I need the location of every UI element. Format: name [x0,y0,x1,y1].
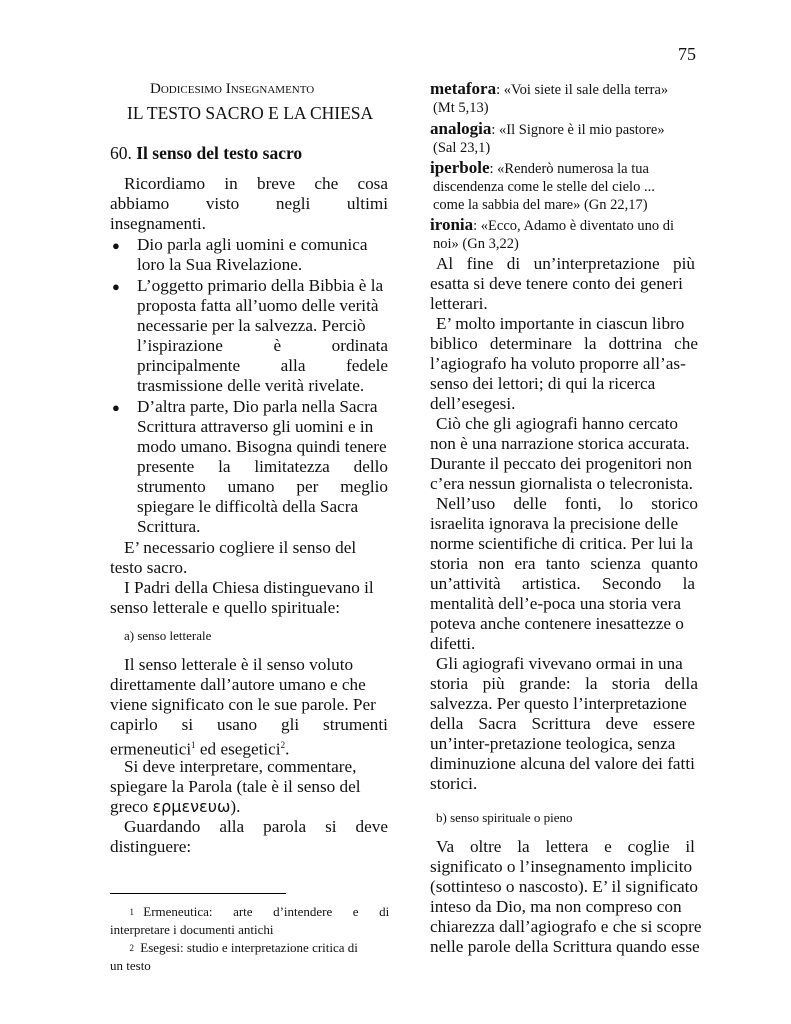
r-para6-line-1: Va oltre la lettera e coglie il [436,837,695,856]
para4-text-b: ). [230,797,241,816]
section-number: 60. [110,143,132,163]
r-para5-line-7: storici. [430,774,478,793]
para3-line-2: direttamente dall’autore umano e che [110,675,366,694]
bullet3-line-6: spiegare le difficoltà della Sacra [137,497,359,516]
footnote-1-number: 1 [129,907,134,917]
r-para6-line-6: nelle parole della Scrittura quando esse [430,937,700,956]
chapter-title: IL TESTO SACRO E LA CHIESA [127,103,374,123]
metafora-line-1 [430,79,668,100]
page-number: 75 [678,44,696,64]
intro-line-1: Ricordiamo in breve che cosa [124,174,388,193]
iperbole-line-3: come la sabbia del mare» (Gn 22,17) [433,197,648,213]
bullet2-line-2: proposta fatta all’uomo delle verità [137,296,379,315]
subhead-senso-spirituale: b) senso spirituale o pieno [436,810,573,825]
subhead-senso-letterale: a) senso letterale [124,628,212,643]
footnote-1-line-2: interpretare i documenti antichi [110,922,274,937]
footnote-2 [110,939,388,957]
r-para6-line-5: chiarezza dall’agiografo e che si scopre [430,917,702,936]
footnote-2-line-2: un testo [110,958,151,973]
bullet3-line-4: presente la limitatezza dello [137,457,388,476]
footnote-1-line-1: Ermeneutica: arte d’intendere e di [143,904,390,919]
r-para6-line-2: significato o l’insegnamento implicito [430,857,693,876]
ironia-line-1 [430,215,674,236]
section-title: Il senso del testo sacro [136,143,303,163]
footnote-2-number: 2 [129,943,134,953]
greek-word: ερμενευω [152,797,231,816]
bullet3-line-2: Scrittura attraverso gli uomini e in [137,417,374,436]
iperbole-line-1 [430,158,649,179]
r-para4-line-2: israelita ignorava la precisione delle [430,514,679,533]
intro-line-3: insegnamenti. [110,214,206,233]
iperbole-line-2: discendenza come le stelle del cielo ... [433,179,655,195]
bullet3-line-5: strumento umano per meglio [137,477,388,496]
r-para3-line-1: Ciò che gli agiografi hanno cercato [436,414,678,433]
metafora-text: : «Voi siete il sale della terra» [496,82,669,98]
para4-text-a: greco [110,797,153,816]
chapter-label: Dodicesimo Insegnamento [150,81,315,97]
r-para4-line-3: norme scientifiche di critica. Per lui la [430,534,693,553]
r-para5-line-6: diminuzione alcuna del valore dei fatti [430,754,695,773]
bullet-icon: ● [112,238,120,253]
r-para4-line-6: mentalità dell’e-poca una storia vera [430,594,682,613]
bullet2-line-6: trasmissione delle verità rivelate. [137,376,365,395]
para3-text-c: . [285,739,290,759]
para3-text-a: ermeneutici [110,739,192,759]
analogia-text: : «Il Signore è il mio pastore» [491,122,665,138]
intro-line-2: abbiamo visto negli ultimi [110,194,388,213]
r-para5-line-1: Gli agiografi vivevano ormai in una [436,654,683,673]
para3-line-3: viene significato con le sue parole. Per [110,695,376,714]
iperbole-term: iperbole [430,158,490,177]
footnote-ref-1[interactable]: 1 [191,740,196,750]
r-para3-line-3: Durante il peccato dei progenitori non [430,454,693,473]
bullet3-line-7: Scrittura. [137,517,201,536]
ironia-text: : «Ecco, Adamo è diventato uno di [473,218,675,234]
section-heading [110,143,302,163]
footnote-2-line-1: Esegesi: studio e interpretazione critica di [140,940,358,955]
para3-line-4: capirlo si usano gli strumenti [110,715,388,734]
analogia-term: analogia [430,119,492,138]
r-para4-line-4: storia non era tanto scienza quanto [430,554,698,573]
r-para1-line-2: esatta si deve tenere conto dei generi [430,274,683,293]
para4-line-2: spiegare la Parola (tale è il senso del [110,777,361,796]
para4-line-3 [110,797,240,817]
r-para6-line-4: inteso da Dio, ma non compreso con [430,897,682,916]
r-para5-line-4: della Sacra Scrittura deve essere [430,714,695,733]
r-para4-line-7: poteva anche contenere inesattezze o [430,614,684,633]
para4-line-1: Si deve interpretare, commentare, [124,757,357,776]
bullet-icon: ● [112,279,120,294]
para3-line-1: Il senso letterale è il senso voluto [124,655,354,674]
iperbole-text: : «Renderò numerosa la tua [489,161,649,177]
bullet1-line-2: loro la Sua Rivelazione. [137,255,303,274]
r-para1-line-3: letterari. [430,294,488,313]
bullet2-line-1: L’oggetto primario della Bibbia è la [137,276,384,295]
r-para5-line-2: storia più grande: la storia della [430,674,698,693]
para5-line-1: Guardando alla parola si deve [124,817,388,836]
r-para2-line-3: l’agiografo ha voluto proporre all’as- [430,354,686,373]
para3-text-b: ed esegetici [195,739,281,759]
bullet1-line-1: Dio parla agli uomini e comunica [137,235,368,254]
r-para4-line-5: un’attività artistica. Secondo la [430,574,695,593]
para1-line-2: testo sacro. [110,558,188,577]
r-para1-line-1: Al fine di un’interpretazione più [436,254,695,273]
r-para4-line-8: difetti. [430,634,476,653]
bullet2-line-3: necessarie per la salvezza. Perciò [137,316,366,335]
para2-line-1: I Padri della Chiesa distinguevano il [124,578,374,597]
para2-line-2: senso letterale e quello spirituale: [110,598,341,617]
r-para2-line-5: dell’esegesi. [430,394,516,413]
bullet2-line-5: principalmente alla fedele [137,356,388,375]
r-para4-line-1: Nell’uso delle fonti, lo storico [436,494,698,513]
bullet3-line-1: D’altra parte, Dio parla nella Sacra [137,397,378,416]
analogia-line-1 [430,119,665,140]
ironia-line-2: noi» (Gn 3,22) [433,236,519,252]
para1-line-1: E’ necessario cogliere il senso del [124,538,357,557]
para5-line-2: distinguere: [110,837,192,856]
r-para2-line-2: biblico determinare la dottrina che [430,334,698,353]
r-para5-line-5: un’inter-pretazione teologica, senza [430,734,676,753]
footnote-divider [110,893,286,894]
metafora-term: metafora [430,79,497,98]
bullet2-line-4: l’ispirazione è ordinata [137,336,388,355]
metafora-line-2: (Mt 5,13) [433,100,489,116]
r-para2-line-4: senso dei lettori; di qui la ricerca [430,374,656,393]
r-para3-line-2: non è una narrazione storica accurata. [430,434,690,453]
bullet-icon: ● [112,400,120,415]
ironia-term: ironia [430,215,474,234]
r-para5-line-3: salvezza. Per questo l’interpretazione [430,694,687,713]
r-para2-line-1: E’ molto importante in ciascun libro [436,314,685,333]
bullet3-line-3: modo umano. Bisogna quindi tenere [137,437,387,456]
r-para3-line-4: c’era nessun giornalista o telecronista. [430,474,693,493]
footnote-ref-2[interactable]: 2 [280,740,286,750]
footnote-1 [110,903,388,921]
analogia-line-2: (Sal 23,1) [433,140,491,156]
r-para6-line-3: (sottinteso o nascosto). E’ il significato [430,877,698,896]
